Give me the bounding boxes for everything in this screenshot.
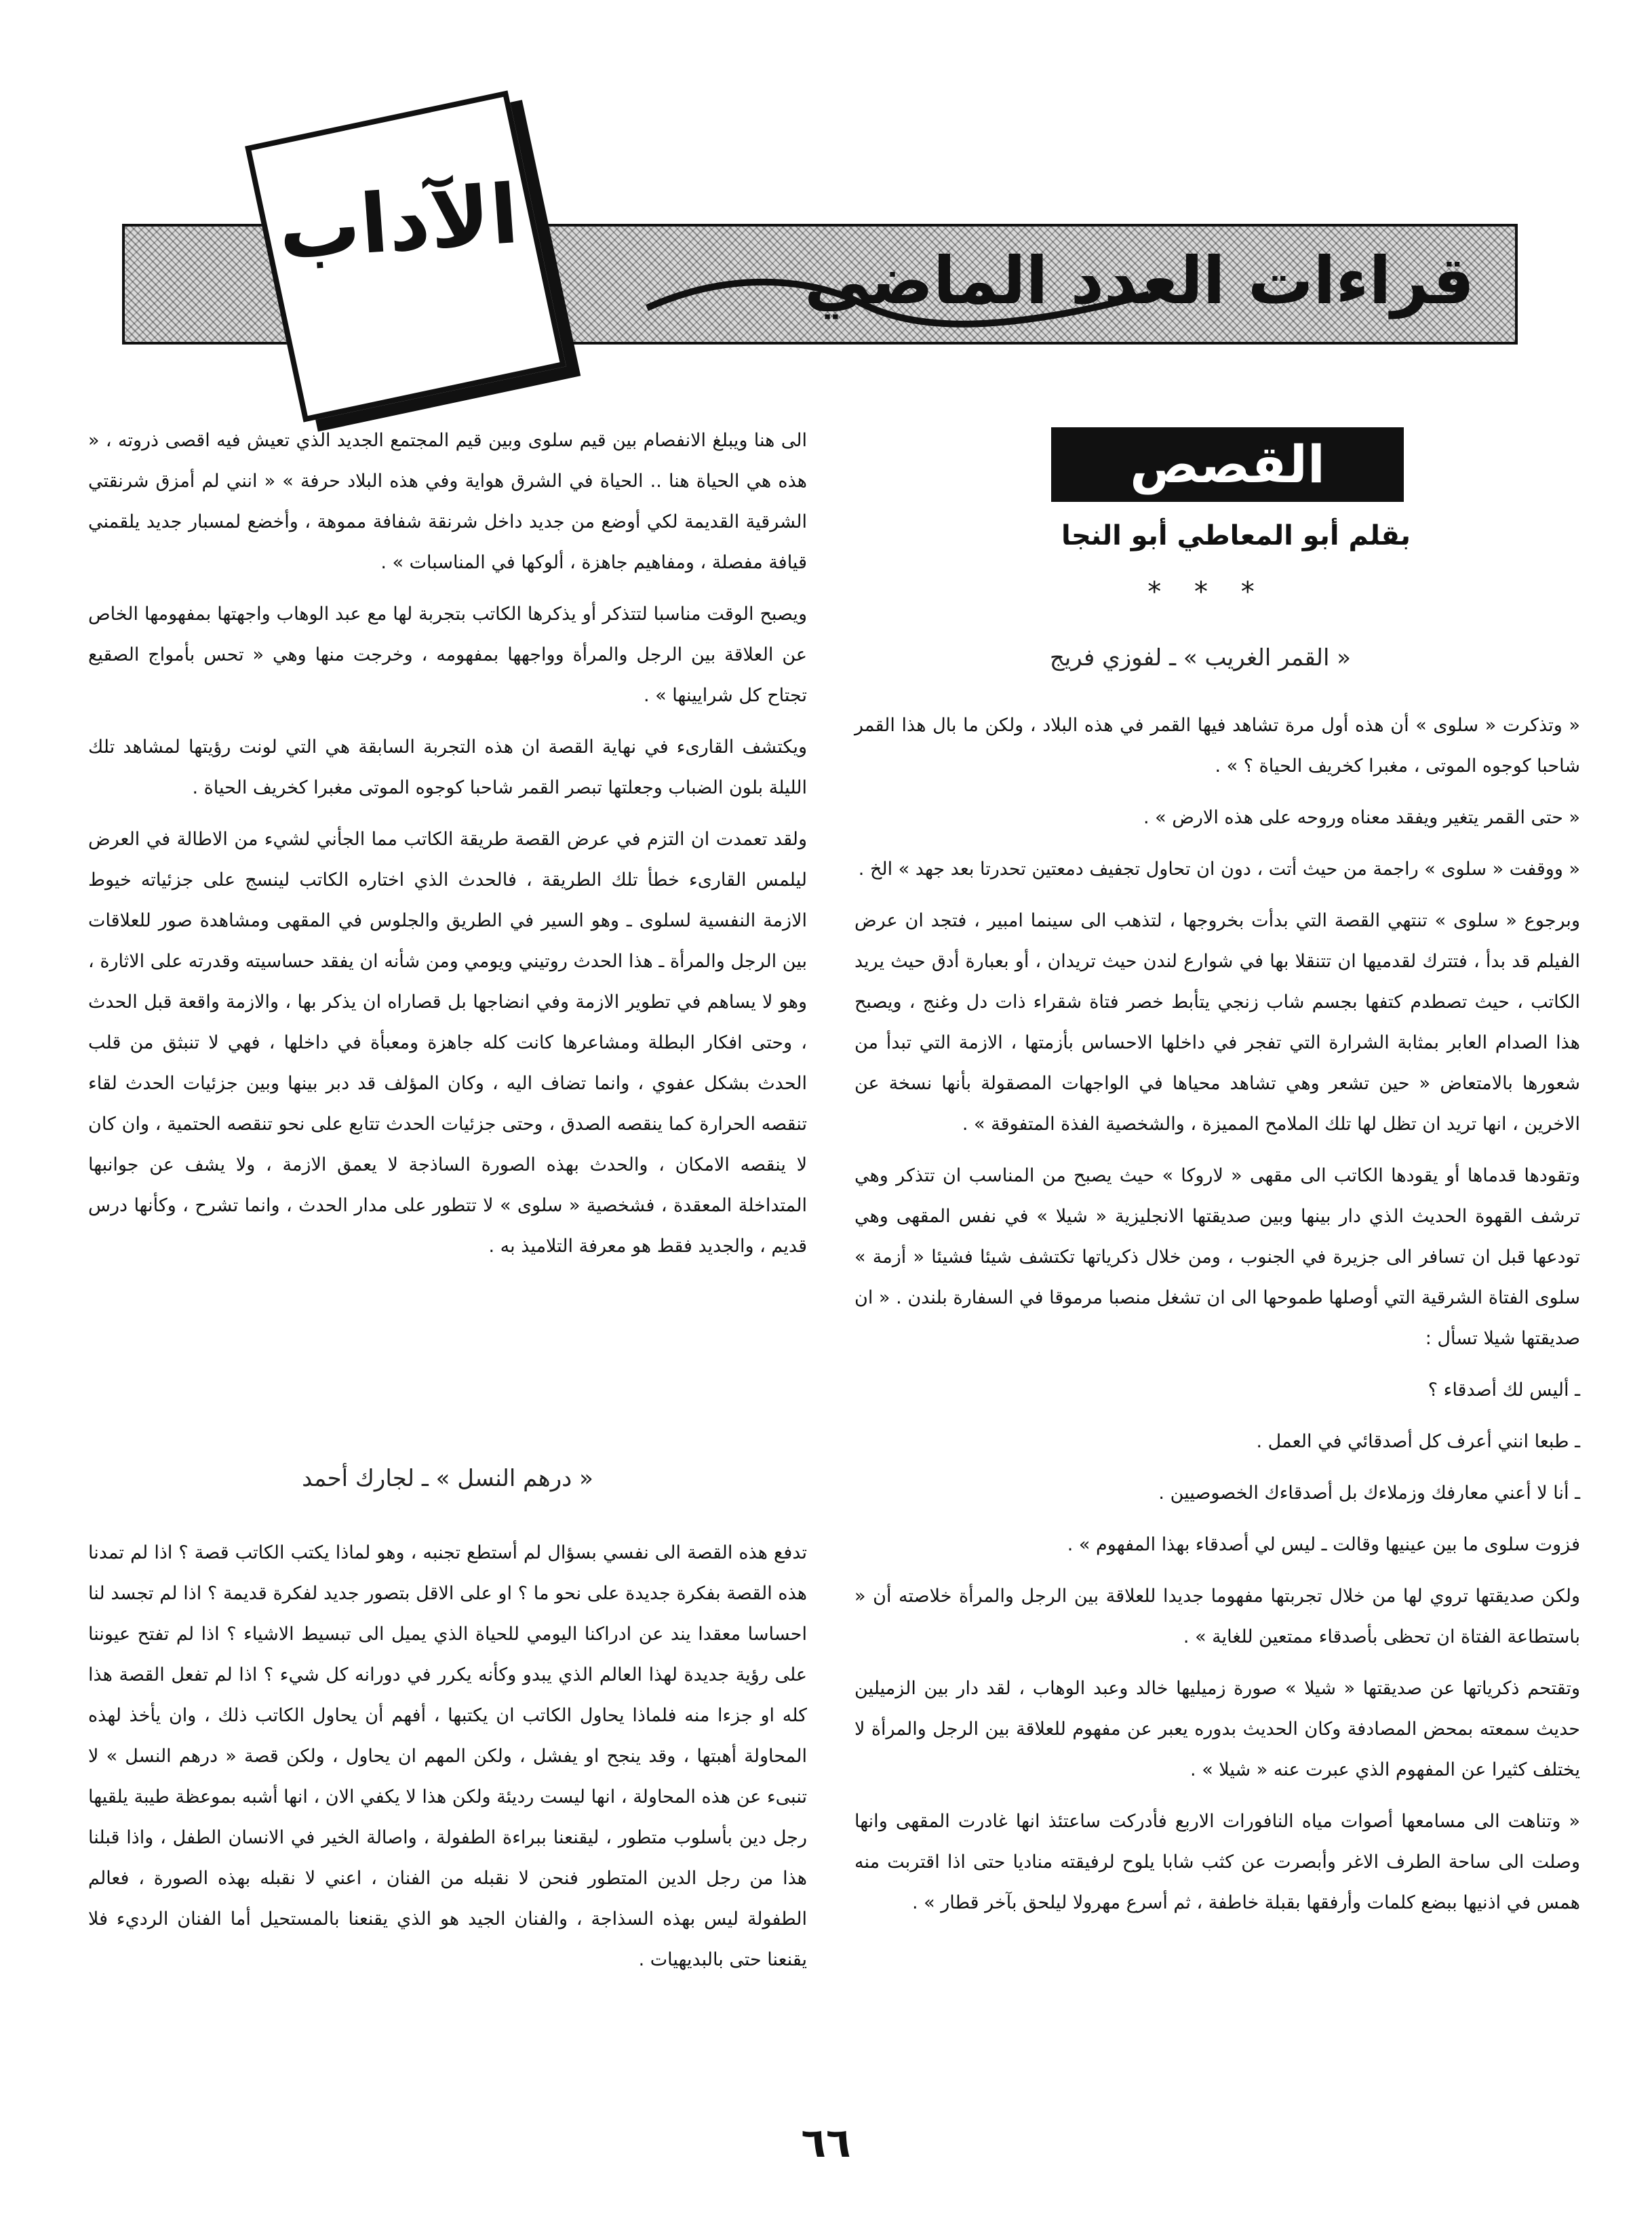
paragraph: « حتى القمر يتغير ويفقد معناه وروحه على هذه الارض » . — [1143, 807, 1580, 828]
logo-text: الآداب — [275, 167, 522, 279]
paragraph: وتقتحم ذكرياتها عن صديقتها « شيلا » صورة زميليها خالد وعبد الوهاب ، لقد دار بين الزميلين حديث سمعته بمحض المصادفة وكان الحديث بدوره يعبر عن مفهوم للعلاقة بين الرجل والمرأة لا يختلف كثيرا عن المفهوم الذي عبرت عنه « شيلا » . — [854, 1678, 1580, 1780]
paragraph: ولكن صديقتها تروي لها من خلال تجربتها مفهوما جديدا للعلاقة بين الرجل والمرأة خلاصته أن « باستطاعة الفتاة ان تحظى بأصدقاء ممتعين للغاية » . — [854, 1586, 1580, 1647]
paragraph: وبرجوع « سلوى » تنتهي القصة التي بدأت بخروجها ، لتذهب الى سينما امبير ، فتجد ان عرض الفيلم قد بدأ ، فتترك لقدميها ان تتنقلا بها في شوارع لندن حيث تريدان ، أو بعبارة أدق حيث يريد الكاتب ، حيث تصطدم كتفها بجسم شاب زنجي يتأبط خصر فتاة شقراء ذات دل وغنج ، ويصبح هذا الصدام العابر بمثابة الشرارة التي تفجر في داخلها الاحساس بأزمتها ، الازمة التي تبدأ من شعورها بالامتعاض « حين تشعر وهي تشاهد محياها في الواجهات المصقولة بأنها نسخة عن الاخرين ، انها تريد ان تظل لها تلك الملامح المميزة ، والشخصية الفذة المتفوقة » . — [854, 910, 1580, 1135]
paragraph: ـ أنا لا أعني معارفك وزملاءك بل أصدقاءك الخصوصيين . — [1158, 1483, 1580, 1504]
left-column-lower — [88, 1533, 807, 1991]
paragraph: ويكتشف القارىء في نهاية القصة ان هذه التجربة السابقة هي التي لونت رؤيتها لمشاهد تلك الليلة بلون الضباب وجعلتها تبصر القمر شاحبا كوجوه الموتى مغبرا كخريف الحياة . — [88, 737, 807, 798]
paragraph: ـ أليس لك أصدقاء ؟ — [1428, 1380, 1580, 1401]
paragraph: « ووقفت « سلوى » راجمة من حيث أتت ، دون ان تحاول تجفيف دمعتين تحدرتا بعد جهد » الخ . — [858, 859, 1580, 880]
right-column — [854, 705, 1580, 1934]
left-column — [88, 420, 807, 1278]
section-label: القصص — [1051, 427, 1404, 502]
paragraph: ـ طبعا انني أعرف كل أصدقائي في العمل . — [1256, 1431, 1580, 1452]
page-number: ٦٦ — [801, 2119, 851, 2167]
paragraph: « وتناهت الى مسامعها أصوات مياه النافورات الاربع فأدركت ساعتئذ انها غادرت المقهى وانها وصلت الى ساحة الطرف الاغر وأبصرت عن كثب شابا يلوح لرفيقته مناديا حتى اذا اقتربت منه همس في اذنيها ببضع كلمات وأرفقها بقبلة خاطفة ، ثم أسرع مهرولا ليلحق بآخر قطار » . — [854, 1811, 1580, 1913]
paragraph: فزوت سلوى ما بين عينيها وقالت ـ ليس لي أصدقاء بهذا المفهوم » . — [1067, 1534, 1580, 1555]
paragraph: تدفع هذه القصة الى نفسي بسؤال لم أستطع تجنبه ، وهو لماذا يكتب الكاتب قصة ؟ اذا لم تمدنا هذه القصة بفكرة جديدة على نحو ما ؟ او على الاقل بتصور جديد لفكرة قديمة ؟ اذا لم تجسد لنا احساسا معقدا يند عن ادراكنا اليومي للحياة الذي يميل الى تبسيط الاشياء ؟ اذا لم تفتح عيوننا على رؤية جديدة لهذا العالم الذي يبدو وكأنه يكرر في دورانه كل شيء ؟ اذا لم تفعل القصة هذا كله او جزءا منه فلماذا يحاول الكاتب ان يكتبها ، أفهم أن يحاول الكاتب ذلك ، وان يأخذ لهذه المحاولة أهبتها ، وقد ينجح او يفشل ، ولكن المهم ان يحاول ، ولكن قصة « درهم النسل » لا تنبىء عن هذه المحاولة ، انها ليست رديئة ولكن هذا لا يكفي الان ، انها أشبه بموعظة طيبة يلقيها رجل دين بأسلوب متطور ، ليقنعنا ببراءة الطفولة ، واصالة الخير في الانسان الطفل ، واذا قبلنا هذا من رجل الدين المتطور فنحن لا نقبله من الفنان ، اعني لا نقبله بهذه الصورة ، فعالم الطفولة ليس بهذه السذاجة ، والفنان الجيد هو الذي يقنعنا بالمستحيل أما الفنان الرديء فلا يقنعنا حتى بالبديهيات . — [88, 1542, 807, 1970]
paragraph: وتقودها قدماها أو يقودها الكاتب الى مقهى « لاروكا » حيث يصبح من المناسب ان تتذكر وهي ترشف القهوة الحديث الذي دار بينها وبين صديقتها الانجليزية « شيلا » في نفس المقهى وهي تودعها قبل ان تسافر الى جزيرة في الجنوب ، ومن خلال ذكرياتها تكتشف شيئا فشيئا « أزمة » سلوى الفتاة الشرقية التي أوصلها طموحها الى ان تشغل منصبا مرموقا في السفارة بلندن . « ان صديقتها شيلا تسأل : — [854, 1165, 1580, 1349]
paragraph: الى هنا ويبلغ الانفصام بين قيم سلوى وبين قيم المجتمع الجديد الذي تعيش فيه اقصى ذروته ، « هذه هي الحياة هنا .. الحياة في الشرق هواية وفي هذه البلاد حرفة » « انني لم أمزق شرنقتي الشرقية القديمة لكي أوضع من جديد داخل شرنقة شفافة مموهة ، وأخضع لمسبار جديد يلقمني قيافة مفصلة ، ومفاهيم جاهزة ، ألوكها في المناسبات » . — [88, 430, 807, 573]
byline: بقلم أبو المعاطي أبو النجا — [1061, 520, 1411, 551]
magazine-logo — [245, 90, 566, 422]
paragraph: « وتذكرت « سلوى » أن هذه أول مرة تشاهد فيها القمر في هذه البلاد ، ولكن ما بال هذا القمر شاحبا كوجوه الموتى ، مغبرا كخريف الحياة ؟ » . — [854, 715, 1580, 777]
paragraph: ويصبح الوقت مناسبا لتتذكر أو يذكرها الكاتب بتجربة لها مع عبد الوهاب واجهتها بمفهومها الخاص عن العلاقة بين الرجل والمرأة وواجهها بمفهومه ، وخرجت منها وهي « تحس بأمواج الصقيع تجتاح كل شرايينها » . — [88, 604, 807, 706]
masthead-title: قراءات العدد الماضي — [804, 243, 1474, 319]
story-heading: « القمر الغريب » ـ لفوزي فريج — [1049, 644, 1352, 671]
story-heading: « درهم النسل » ـ لجارك أحمد — [302, 1465, 593, 1492]
separator-stars: * * * — [1147, 576, 1267, 608]
paragraph: ولقد تعمدت ان التزم في عرض القصة طريقة الكاتب مما الجأني لشيء من الاطالة في العرض ليلمس القارىء خطأ تلك الطريقة ، فالحدث الذي اختاره الكاتب لينسج على جزئياته خيوط الازمة النفسية لسلوى ـ وهو السير في الطريق والجلوس في المقهى ومشاهدة صور للعلاقات بين الرجل والمرأة ـ هذا الحدث روتيني ويومي ومن شأنه ان يفقد حساسيته وقدرته على الاثارة ، وهو لا يساهم في تطوير الازمة وفي انضاجها بل قصاراه ان يذكر بها ، والازمة واقعة قبل الحدث ، وحتى افكار البطلة ومشاعرها كانت كله جاهزة ومعبأة في داخلها ، فهي لا تنبثق من قلب الحدث بشكل عفوي ، وانما تضاف اليه ، وكان المؤلف قد دبر بينها وبين جزئيات الحدث لقاء تنقصه الحرارة كما ينقصه الصدق ، وحتى جزئيات الحدث تتابع على نحو تنقصه الحتمية ، وان كان لا ينقصه الامكان ، والحدث بهذه الصورة الساذجة لا يعمق الازمة ، ولا يشف عن جوانبها المتداخلة المعقدة ، فشخصية « سلوى » لا تتطور على مدار الحدث ، وانما تشرح ، وكأنها درس قديم ، والجديد فقط هو معرفة التلاميذ به . — [88, 829, 807, 1257]
